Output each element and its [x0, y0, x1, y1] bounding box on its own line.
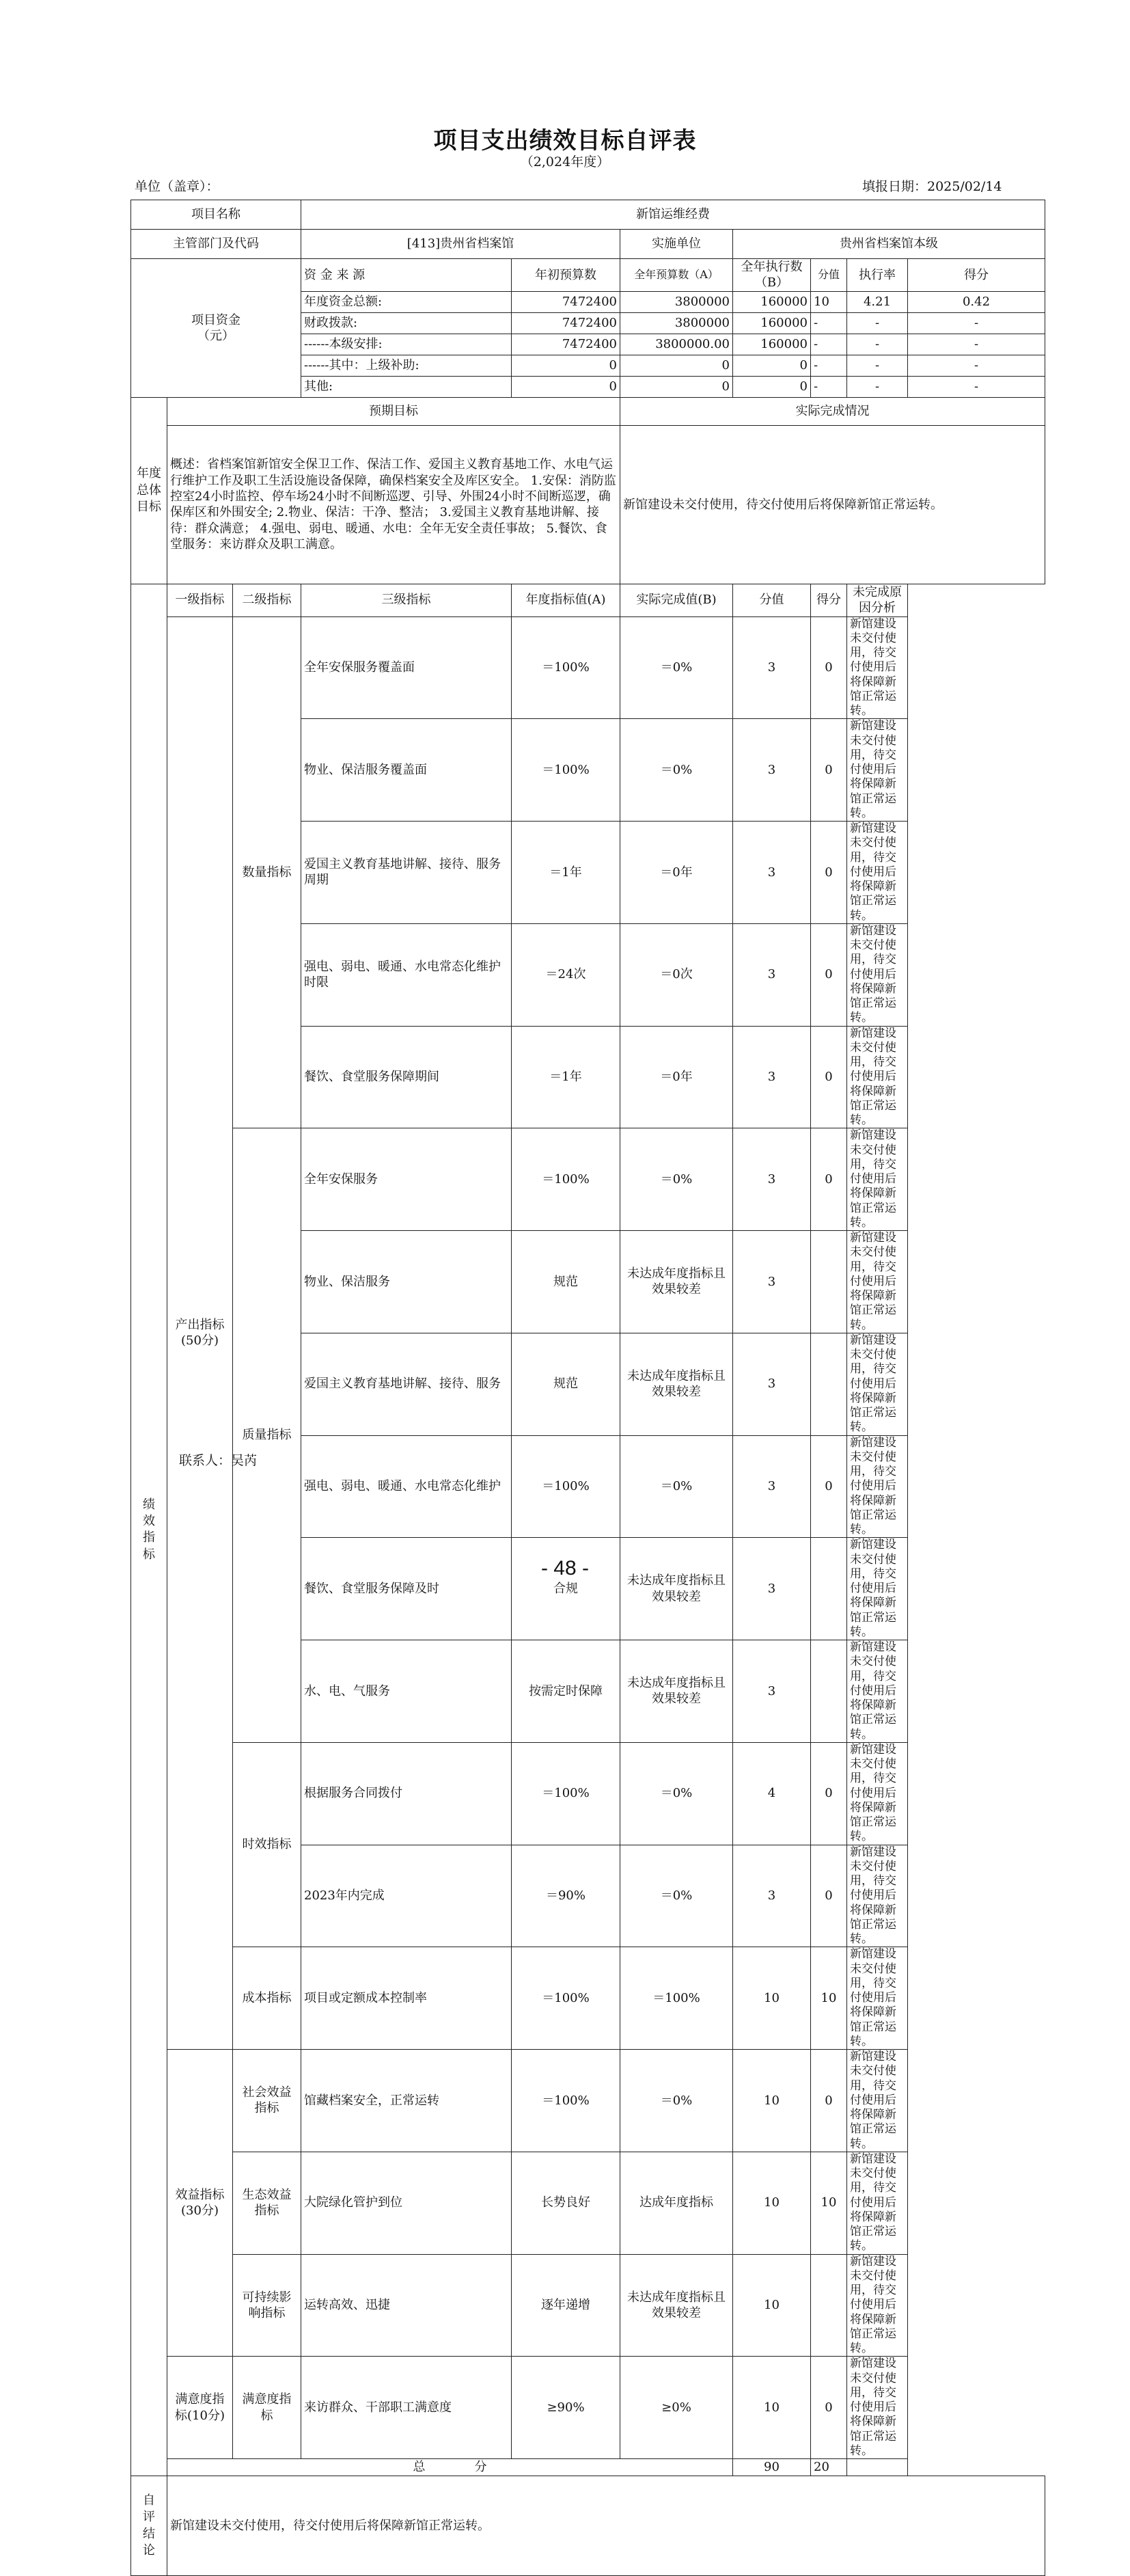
level3-indicator: 馆藏档案安全，正常运转: [301, 2050, 512, 2152]
table-row: [131, 584, 1045, 616]
score-got: 10: [811, 2152, 847, 2254]
actual-value: ＝0%: [620, 1742, 733, 1845]
funds-initial: 7472400: [512, 291, 620, 312]
actual-value: ＝0年: [620, 1026, 733, 1128]
dept-label: 主管部门及代码: [131, 230, 301, 259]
total-score-value: 90: [733, 2459, 811, 2476]
funds-header-initial: 年初预算数: [512, 259, 620, 292]
funds-source: 财政拨款:: [301, 312, 512, 334]
actual-completion-text: 新馆建设未交付使用，待交付使用后将保障新馆正常运转。: [620, 425, 1045, 584]
actual-value: ＝0次: [620, 923, 733, 1026]
actual-value: 未达成年度指标且效果较差: [620, 2254, 733, 2357]
reason-analysis: 新馆建设未交付使用，待交付使用后将保障新馆正常运转。: [847, 2357, 908, 2459]
funds-header-score-value: 分值: [811, 259, 847, 292]
level3-indicator: 爱国主义教育基地讲解、接待、服务: [301, 1333, 512, 1435]
level3-indicator: 强电、弱电、暖通、水电常态化维护时限: [301, 923, 512, 1026]
perf-header-actual: 实际完成值(B): [620, 584, 733, 616]
target-value: 规范: [512, 1333, 620, 1435]
actual-value: 未达成年度指标且效果较差: [620, 1333, 733, 1435]
funds-rate: -: [847, 312, 908, 334]
funds-rate: -: [847, 334, 908, 355]
reason-analysis: 新馆建设未交付使用，待交付使用后将保障新馆正常运转。: [847, 1538, 908, 1640]
actual-value: 未达成年度指标且效果较差: [620, 1231, 733, 1333]
score-value: 10: [733, 2254, 811, 2357]
funds-initial: 7472400: [512, 334, 620, 355]
table-row: [131, 1947, 1045, 2050]
level2-indicator: 时效指标: [233, 1742, 301, 1947]
target-value: ＝90%: [512, 1845, 620, 1947]
funds-initial: 7472400: [512, 312, 620, 334]
evaluation-table: [130, 200, 1045, 2576]
target-value: 合规: [512, 1538, 620, 1640]
level1-indicator: 满意度指 标(10分): [167, 2357, 233, 2459]
score-got: [811, 2254, 847, 2357]
actual-value: ＝0%: [620, 616, 733, 719]
actual-value: ＝0年: [620, 822, 733, 924]
funds-score-value: -: [811, 312, 847, 334]
score-got: 0: [811, 1742, 847, 1845]
actual-value: ＝0%: [620, 1128, 733, 1231]
reason-analysis: 新馆建设未交付使用，待交付使用后将保障新馆正常运转。: [847, 923, 908, 1026]
table-row: [131, 230, 1045, 259]
reason-analysis: 新馆建设未交付使用，待交付使用后将保障新馆正常运转。: [847, 1128, 908, 1231]
impl-unit-value: 贵州省档案馆本级: [733, 230, 1045, 259]
funds-executed: 160000: [733, 291, 811, 312]
level3-indicator: 全年安保服务: [301, 1128, 512, 1231]
funds-executed: 160000: [733, 312, 811, 334]
perf-header-reason: 未完成原因分析: [847, 584, 908, 616]
funds-score: 0.42: [908, 291, 1045, 312]
funds-score: -: [908, 376, 1045, 397]
reason-analysis: 新馆建设未交付使用，待交付使用后将保障新馆正常运转。: [847, 1742, 908, 1845]
actual-value: 达成年度指标: [620, 2152, 733, 2254]
level3-indicator: 根据服务合同拨付: [301, 1742, 512, 1845]
score-value: 4: [733, 1742, 811, 1845]
funds-header-rate: 执行率: [847, 259, 908, 292]
actual-value: ＝0%: [620, 1845, 733, 1947]
target-value: ＝100%: [512, 1128, 620, 1231]
score-got: 0: [811, 923, 847, 1026]
level1-indicator: 效益指标 (30分): [167, 2050, 233, 2357]
target-value: 规范: [512, 1231, 620, 1333]
score-value: 3: [733, 1333, 811, 1435]
funds-rate: 4.21: [847, 291, 908, 312]
level2-indicator: 社会效益 指标: [233, 2050, 301, 2152]
level3-indicator: 全年安保服务覆盖面: [301, 616, 512, 719]
level3-indicator: 餐饮、食堂服务保障期间: [301, 1026, 512, 1128]
funds-annual: 3800000: [620, 291, 733, 312]
table-row: [131, 2050, 1045, 2152]
reason-analysis: 新馆建设未交付使用，待交付使用后将保障新馆正常运转。: [847, 1435, 908, 1538]
expected-goal-header: 预期目标: [167, 397, 620, 425]
level3-indicator: 强电、弱电、暖通、水电常态化维护: [301, 1435, 512, 1538]
level1-indicator: 产出指标 (50分): [167, 616, 233, 2050]
funds-label: 项目资金 （元）: [131, 259, 301, 398]
funds-source: 年度资金总额:: [301, 291, 512, 312]
reason-analysis: 新馆建设未交付使用，待交付使用后将保障新馆正常运转。: [847, 1026, 908, 1128]
funds-annual: 3800000: [620, 312, 733, 334]
table-row: [131, 2152, 1045, 2254]
score-got: 0: [811, 1026, 847, 1128]
level3-indicator: 运转高效、迅捷: [301, 2254, 512, 2357]
table-row: [131, 2476, 1045, 2576]
score-got: 0: [811, 719, 847, 822]
target-value: ＝100%: [512, 2050, 620, 2152]
perf-header-score: 得分: [811, 584, 847, 616]
reason-analysis: 新馆建设未交付使用，待交付使用后将保障新馆正常运转。: [847, 2152, 908, 2254]
reason-analysis: 新馆建设未交付使用，待交付使用后将保障新馆正常运转。: [847, 616, 908, 719]
contact: 联系人：吴芮: [179, 1453, 258, 1468]
level2-indicator: 满意度指 标: [233, 2357, 301, 2459]
conclusion-text: 新馆建设未交付使用，待交付使用后将保障新馆正常运转。: [167, 2476, 1045, 2576]
table-row: [131, 259, 1045, 292]
total-label: 总 分: [167, 2459, 733, 2476]
table-row: [131, 2254, 1045, 2357]
level2-indicator: 数量指标: [233, 616, 301, 1128]
level3-indicator: 物业、保洁服务覆盖面: [301, 719, 512, 822]
score-value: 3: [733, 1538, 811, 1640]
table-row: [131, 200, 1045, 230]
score-got: 0: [811, 1845, 847, 1947]
score-got: [811, 1538, 847, 1640]
funds-header-score: 得分: [908, 259, 1045, 292]
funds-score: -: [908, 355, 1045, 376]
reason-analysis: 新馆建设未交付使用，待交付使用后将保障新馆正常运转。: [847, 1333, 908, 1435]
funds-rate: -: [847, 355, 908, 376]
score-value: 3: [733, 719, 811, 822]
table-row: [131, 425, 1045, 584]
funds-score: -: [908, 334, 1045, 355]
table-row: [131, 616, 1045, 719]
funds-executed: 0: [733, 376, 811, 397]
score-got: 0: [811, 822, 847, 924]
score-got: [811, 1333, 847, 1435]
level2-indicator: 成本指标: [233, 1947, 301, 2050]
expected-goal-text: 概述：省档案馆新馆安全保卫工作、保洁工作、爱国主义教育基地工作、水电气运行维护工作及职工生活设施设备保障，确保档案安全及库区安全。 1.安保：消防监控室24小时监控、停车场24小时不间断巡逻、引导、外围24小时不间断巡逻，确保库区和外围安全; 2.物业、保洁：干净、整洁； 3.爱国主义教育基地讲解、接待：群众满意； 4.强电、弱电、暖通、水电：全年无安全责任事故； 5.餐饮、食堂服务：来访群众及职工满意。: [167, 425, 620, 584]
actual-value: ＝0%: [620, 1435, 733, 1538]
annual-goal-label: 年度 总体 目标: [131, 397, 167, 584]
perf-header-target: 年度指标值(A): [512, 584, 620, 616]
score-got: [811, 1640, 847, 1743]
conclusion-label: 自 评 结 论: [131, 2476, 167, 2576]
level3-indicator: 大院绿化管护到位: [301, 2152, 512, 2254]
target-value: ＝100%: [512, 1947, 620, 2050]
target-value: ＝24次: [512, 923, 620, 1026]
score-value: 10: [733, 1947, 811, 2050]
score-value: 3: [733, 822, 811, 924]
level2-indicator: 可持续影 响指标: [233, 2254, 301, 2357]
actual-value: 未达成年度指标且效果较差: [620, 1538, 733, 1640]
actual-value: 未达成年度指标且效果较差: [620, 1640, 733, 1743]
score-got: 0: [811, 1128, 847, 1231]
funds-annual: 3800000.00: [620, 334, 733, 355]
target-value: ＝100%: [512, 1742, 620, 1845]
level3-indicator: 来访群众、干部职工满意度: [301, 2357, 512, 2459]
target-value: 长势良好: [512, 2152, 620, 2254]
actual-value: ＝0%: [620, 2050, 733, 2152]
level3-indicator: 2023年内完成: [301, 1845, 512, 1947]
actual-value: ＝0%: [620, 719, 733, 822]
total-score-got: 20: [811, 2459, 847, 2476]
level2-indicator: 质量指标: [233, 1128, 301, 1743]
score-got: 0: [811, 1435, 847, 1538]
funds-annual: 0: [620, 355, 733, 376]
funds-header-executed: 全年执行数（B）: [733, 259, 811, 292]
funds-rate: -: [847, 376, 908, 397]
funds-score-value: -: [811, 376, 847, 397]
reason-analysis: 新馆建设未交付使用，待交付使用后将保障新馆正常运转。: [847, 2254, 908, 2357]
target-value: 按需定时保障: [512, 1640, 620, 1743]
table-row: [131, 2357, 1045, 2459]
score-value: 3: [733, 1026, 811, 1128]
funds-score-value: 10: [811, 291, 847, 312]
target-value: ＝1年: [512, 1026, 620, 1128]
table-row: [131, 397, 1045, 425]
score-value: 3: [733, 1845, 811, 1947]
project-name-label: 项目名称: [131, 200, 301, 230]
project-name: 新馆运维经费: [301, 200, 1045, 230]
level3-indicator: 水、电、气服务: [301, 1640, 512, 1743]
total-empty: [847, 2459, 908, 2476]
reason-analysis: 新馆建设未交付使用，待交付使用后将保障新馆正常运转。: [847, 1640, 908, 1743]
reason-analysis: 新馆建设未交付使用，待交付使用后将保障新馆正常运转。: [847, 1845, 908, 1947]
actual-value: ≥0%: [620, 2357, 733, 2459]
perf-header-level1: 一级指标: [167, 584, 233, 616]
reason-analysis: 新馆建设未交付使用，待交付使用后将保障新馆正常运转。: [847, 1231, 908, 1333]
page-title: 项目支出绩效目标自评表: [433, 127, 697, 154]
target-value: 逐年递增: [512, 2254, 620, 2357]
funds-annual: 0: [620, 376, 733, 397]
funds-header-annual: 全年预算数（A）: [620, 259, 733, 292]
score-value: 3: [733, 923, 811, 1026]
actual-completion-header: 实际完成情况: [620, 397, 1045, 425]
table-row: [131, 2459, 1045, 2476]
reason-analysis: 新馆建设未交付使用，待交付使用后将保障新馆正常运转。: [847, 822, 908, 924]
fill-date: 填报日期：2025/02/14: [862, 179, 1002, 194]
score-got: 0: [811, 2357, 847, 2459]
score-got: 0: [811, 616, 847, 719]
score-value: 3: [733, 1128, 811, 1231]
page-number: - 48 -: [540, 1557, 590, 1580]
level3-indicator: 项目或定额成本控制率: [301, 1947, 512, 2050]
level3-indicator: 物业、保洁服务: [301, 1231, 512, 1333]
reason-analysis: 新馆建设未交付使用，待交付使用后将保障新馆正常运转。: [847, 2050, 908, 2152]
table-row: [131, 1742, 1045, 1845]
score-value: 3: [733, 1640, 811, 1743]
impl-unit-label: 实施单位: [620, 230, 733, 259]
score-value: 3: [733, 616, 811, 719]
funds-header-source: 资 金 来 源: [301, 259, 512, 292]
funds-initial: 0: [512, 376, 620, 397]
level2-indicator: 生态效益 指标: [233, 2152, 301, 2254]
score-value: 3: [733, 1435, 811, 1538]
year-subtitle: （2,024年度）: [520, 154, 610, 170]
target-value: ≥90%: [512, 2357, 620, 2459]
score-value: 10: [733, 2357, 811, 2459]
score-got: 10: [811, 1947, 847, 2050]
score-value: 3: [733, 1231, 811, 1333]
target-value: ＝100%: [512, 719, 620, 822]
funds-executed: 0: [733, 355, 811, 376]
actual-value: ＝100%: [620, 1947, 733, 2050]
target-value: ＝100%: [512, 1435, 620, 1538]
perf-header-score-value: 分值: [733, 584, 811, 616]
reason-analysis: 新馆建设未交付使用，待交付使用后将保障新馆正常运转。: [847, 719, 908, 822]
funds-source: ------其中：上级补助:: [301, 355, 512, 376]
table-row: [131, 1128, 1045, 1231]
unit-label: 单位（盖章）：: [135, 179, 219, 194]
funds-score-value: -: [811, 334, 847, 355]
score-value: 10: [733, 2152, 811, 2254]
funds-score: -: [908, 312, 1045, 334]
level3-indicator: 餐饮、食堂服务保障及时: [301, 1538, 512, 1640]
score-got: [811, 1231, 847, 1333]
funds-score-value: -: [811, 355, 847, 376]
perf-header-level3: 三级指标: [301, 584, 512, 616]
reason-analysis: 新馆建设未交付使用，待交付使用后将保障新馆正常运转。: [847, 1947, 908, 2050]
target-value: ＝1年: [512, 822, 620, 924]
funds-source: 其他:: [301, 376, 512, 397]
level3-indicator: 爱国主义教育基地讲解、接待、服务周期: [301, 822, 512, 924]
score-value: 10: [733, 2050, 811, 2152]
funds-source: ------本级安排:: [301, 334, 512, 355]
target-value: ＝100%: [512, 616, 620, 719]
score-got: 0: [811, 2050, 847, 2152]
perf-header-level2: 二级指标: [233, 584, 301, 616]
perf-label: 绩 效 指 标: [131, 584, 167, 2476]
funds-initial: 0: [512, 355, 620, 376]
dept-value: [413]贵州省档案馆: [301, 230, 620, 259]
funds-executed: 160000: [733, 334, 811, 355]
